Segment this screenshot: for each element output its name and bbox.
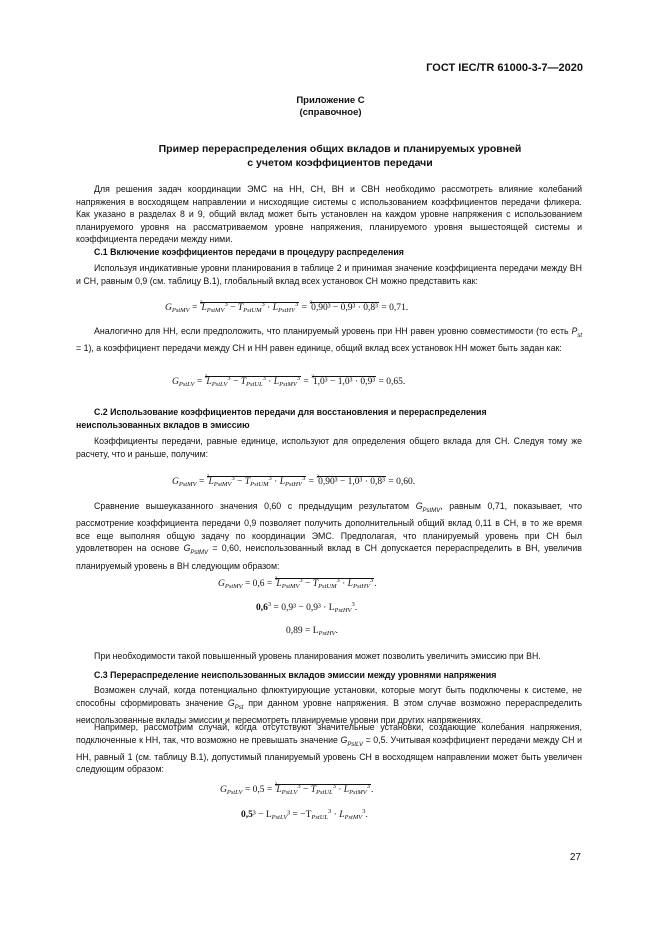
section-3-paragraph-2: Например, рассмотрим случай, когда отсутствуют значительные установки, создающие колебания напряжения, подключенные к НН, так, что возможно не превышать значение $G_{PstLV} = 0,5$. Учитывая коэффициент передачи между СН и НН, равный 1 (см. таблицу В.1), допустимый планируемый уровень СН в восходящем направлении может быть увеличен следующим образом:	[76, 722, 582, 775]
para-2-part-a: Аналогично для НН, если предположить, что планируемый уровень при НН равен уровню совместимости (то есть	[94, 326, 572, 336]
para-3-1-part-a: Возможен случай, когда потенциально флюктуирующие установки, которые могут быть подключены к системе, не способны сформировать значение	[76, 685, 582, 708]
section-2-heading-line-1: С.2 Использование коэффициентов передачи для восстановления и перераспределения	[94, 407, 487, 417]
para-3-2-part-a: Например, рассмотрим случай, когда отсутствуют значительные установки, создающие колебания напряжения, подключенные к НН, так, что возможно не превышать значение	[76, 722, 582, 745]
section-2-heading-line-2: неиспользованных вкладов в эмиссию	[76, 419, 250, 430]
eq-2-3-text: 0,89 = L	[286, 626, 319, 636]
section-2-paragraph-3: При необходимости такой повышенный уровень планирования может позволить увеличить эмиссию при ВН.	[94, 651, 541, 661]
appendix-title: Приложение С	[296, 95, 365, 106]
para-3-1-part-b: при данном уровне напряжения. В этом случае возможно перераспределить неиспользованные вклады эмиссии и пересмотреть планируемые уровни при других напряжениях.	[76, 697, 583, 725]
section-2-paragraph-1: Коэффициенты передачи, равные единице, используют для определения общего вклада для СН. Следуя тому же расчету, что и раньше, получим:	[76, 436, 582, 459]
formula-2: $G_{PstLV} = ^3L_{PstLV}^3 - T_{PstUL}^3 \cdot L_{PstMV}^3 = ^31,0^3 - 1,0^3 \cdot 0,9^3 = 0,65$.	[172, 374, 406, 388]
section-3-heading: С.3 Перераспределение неиспользованных вкладов эмиссии между уровнями напряжения	[94, 670, 497, 680]
formula-1-result: = 0,71.	[381, 303, 409, 313]
section-1-heading: С.1 Включение коэффициентов передачи в процедуру распределения	[94, 247, 404, 257]
eq-2-1-value: = 0,6 =	[244, 579, 273, 589]
eq-3-2-lead: 0,5	[241, 810, 253, 820]
intro-paragraph: Для решения задач координации ЭМС на НН, СН, ВН и СВН необходимо рассмотреть влияние колебаний напряжения в восходящем направлении и нисходящие системы с использованием коэффициентов передачи фликера. Как указано в разделах 8 и 9, общий вклад может быть установлен на каждом уровне напряжения с использованием планируемого уровня на рассматриваемом уровне напряжения, планируемого уровня вышестоящей системы и коэффициента передачи между ними.	[76, 184, 582, 244]
formula-3-numeric: 0,90³ − 1,0³ · 0,8³	[318, 477, 386, 487]
equation-2-3: $0,89 = L_{PstHV}$.	[286, 626, 338, 637]
eq-3-2-rhs: ³ = −T	[287, 810, 312, 820]
formula-3: $G_{PstMV} = ^3L_{PstMV}^3 - T_{PstUM}^3 \cdot L_{PstHV}^3 = ^30,90^3 - 1,0^3 \cdot 0,8^3 = 0,60$.	[172, 474, 416, 488]
eq-3-1-value: = 0,5 =	[244, 785, 273, 795]
section-3-paragraph-1: Возможен случай, когда потенциально флюктуирующие установки, которые могут быть подключены к системе, не способны сформировать значение $G_{Pst}$ при данном уровне напряжения. В этом случае возможно перераспределить неиспользованные вклады эмиссии и пересмотреть планируемые уровни при других напряжениях.	[76, 685, 583, 725]
standard-code: ГОСТ IEC/TR 61000-3-7—2020	[426, 62, 583, 74]
formula-2-result: = 0,65.	[378, 377, 406, 387]
appendix-subtitle: (справочное)	[299, 107, 362, 118]
section-2-paragraph-2: Сравнение вышеуказанного значения 0,60 с предыдущим результатом $G_{PstMV}$, равным 0,71, показывает, что рассмотрение коэффициента передачи 0,9 позволяет получить дополнительный общий вклад 0,11 в СН, в то же время все еще выполняя общую задачу по координации ЭМС. Предполагая, что планируемый уровень при СН был удовлетворен на основе $G_{PstMV} = 0,60$, неиспользованный вклад в СН допускается перераспределить в ВН, увеличив планируемый уровень в ВН следующим образом:	[76, 501, 583, 571]
para-3-2-part-b: = 0,5. Учитывая коэффициент передачи между СН и НН, равный 1 (см. таблицу В.1), допустимый планируемый уровень СН в восходящем направлении может быть увеличен следующим образом:	[76, 734, 582, 775]
equation-2-1: $G_{PstMV} = 0,6 = ^3L_{PstMV}^3 - T_{PstUM}^3 \cdot L_{PstHV}^3$.	[218, 576, 377, 590]
page-title	[60, 142, 620, 170]
appendix-heading	[0, 95, 661, 119]
equation-2-2: $0,6^3 = 0,9^3 - 0,9^3 \cdot L_{PstHV}^3$.	[256, 601, 358, 614]
eq-2-2-lead: 0,6	[256, 603, 268, 613]
section-2-heading	[76, 406, 582, 431]
para-2-2-part-b: , равным 0,71, показывает, что рассмотрение коэффициента передачи 0,9 позволяет получить дополнительный общий вклад 0,11 в СН, в то же время все еще выполняя общую задачу по координации ЭМС. Предполагая, что планируемый уровень при СН был удовлетворен на основе	[76, 501, 583, 554]
para-2-2-part-a: Сравнение вышеуказанного значения 0,60 с предыдущим результатом	[94, 501, 416, 511]
eq-3-2-rest: ³ − L	[252, 810, 272, 820]
para-2-2-part-c: = 0,60, неиспользованный вклад в СН допускается перераспределить в ВН, увеличив планируемый уровень в ВН следующим образом:	[76, 543, 582, 571]
page-number: 27	[569, 852, 581, 863]
formula-1-numeric: 0,90³ − 0,9³ · 0,8³	[311, 303, 379, 313]
title-line-1: Пример перераспределения общих вкладов и планируемых уровней	[158, 143, 522, 155]
formula-2-numeric: 1,0³ − 1,0³ · 0,9³	[312, 377, 376, 387]
equation-3-2: $0,5^3 - L_{PstLV}^3 = -T_{PstUL}^3 \cdot L_{PstMV}^3$.	[241, 808, 368, 821]
para-2-part-b: = 1), а коэффициент передачи между СН и НН равен единице, общий вклад всех установок НН может быть задан как:	[76, 343, 562, 354]
formula-1: $G_{PstMV} = ^3L_{PstMV}^3 - T_{PstUM}^3 \cdot L_{PstHV}^3 = ^30,90^3 - 0,9^3 \cdot 0,8^3 = 0,71$.	[165, 300, 409, 314]
section-1-paragraph-1: Используя индикативные уровни планирования в таблице 2 и принимая значение коэффициента передачи между ВН и СН, равным 0,9 (см. таблицу В.1), глобальный вклад всех установок СН можно представить как:	[76, 263, 582, 286]
equation-3-1: $G_{PstLV} = 0,5 = ^3L_{PstLV}^3 - T_{PstUL}^3 \cdot L_{PstMV}^3$.	[220, 782, 374, 796]
title-line-2: с учетом коэффициентов передачи	[247, 157, 433, 169]
section-1-paragraph-2: Аналогично для НН, если предположить, что планируемый уровень при НН равен уровню совместимости (то есть $P_{st} = 1$), а коэффициент передачи между СН и НН равен единице, общий вклад всех установок НН может быть задан как:	[76, 326, 582, 354]
eq-2-2-rest: = 0,9³ − 0,9³ · L	[273, 603, 335, 613]
formula-3-result: = 0,60.	[388, 477, 416, 487]
